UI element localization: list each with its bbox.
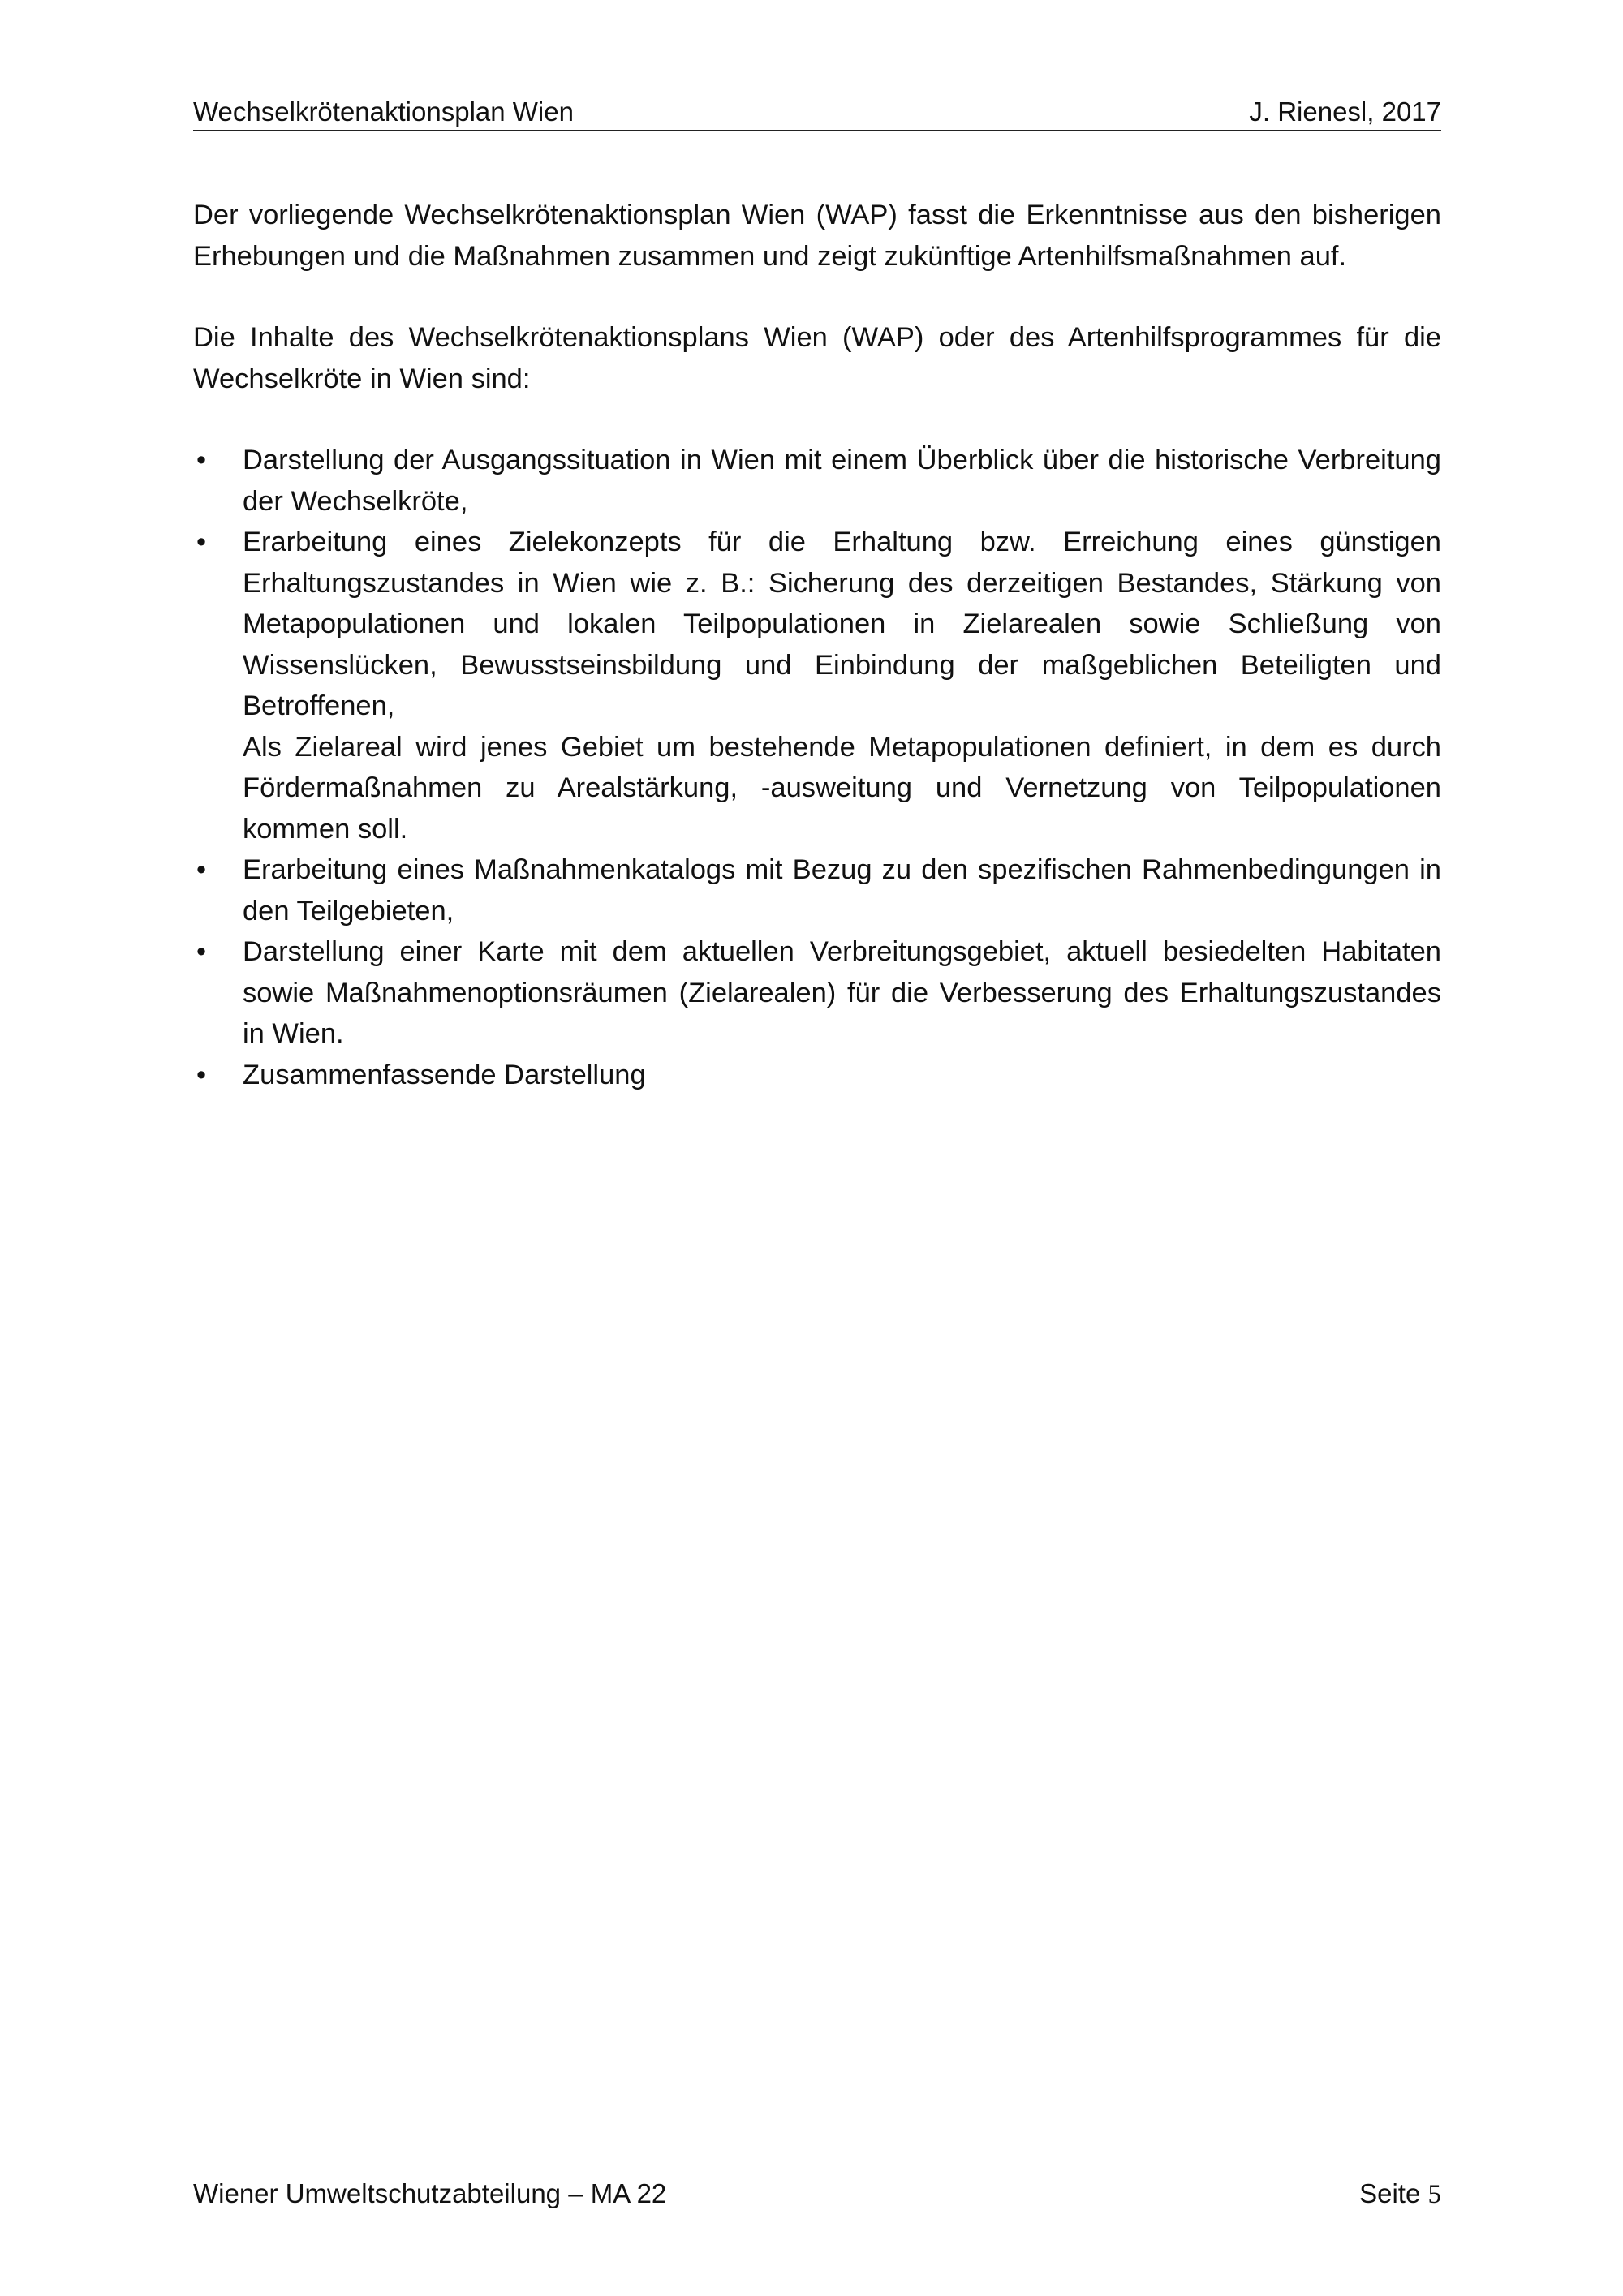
list-item [193,440,1441,522]
page-number-block [1359,2178,1441,2211]
list-item [193,849,1441,931]
bullet-icon: • [196,445,207,475]
bullet-icon: • [196,854,207,885]
contents-bullet-list [193,440,1441,1095]
list-item-note: Als Zielareal wird jenes Gebiet um bestehende Metapopulationen definiert, in dem es durch Fördermaßnahmen zu Arealstärkung, -ausweitung und Vernetzung von Teilpopulationen kommen soll. [243,731,1441,845]
list-item-text: Darstellung einer Karte mit dem aktuellen Verbreitungsgebiet, aktuell besiedelten Habitaten sowie Maßnahmenoptionsräumen (Zielarealen) für die Verbesserung des Erhaltungszustandes in Wien. [243,936,1441,1049]
page-label: Seite [1359,2178,1421,2208]
list-item [193,522,1441,849]
footer-organization: Wiener Umweltschutzabteilung – MA 22 [193,2178,667,2208]
bullet-icon: • [196,527,207,557]
bullet-icon: • [196,936,207,967]
main-content [193,195,1441,1095]
page-header [193,96,1441,131]
bullet-icon: • [196,1059,207,1090]
list-item [193,1055,1441,1096]
header-author-year: J. Rienesl, 2017 [1249,97,1441,127]
header-title: Wechselkrötenaktionsplan Wien [193,97,574,127]
contents-lead-paragraph: Die Inhalte des Wechselkrötenaktionsplans Wien (WAP) oder des Artenhilfsprogrammes für die Wechselkröte in Wien sind: [193,322,1441,394]
page-number: 5 [1427,2180,1441,2209]
intro-paragraph: Der vorliegende Wechselkrötenaktionsplan Wien (WAP) fasst die Erkenntnisse aus den bisherigen Erhebungen und die Maßnahmen zusammen und zeigt zukünftige Artenhilfsmaßnahmen auf. [193,200,1441,272]
list-item [193,931,1441,1055]
list-item-text: Darstellung der Ausgangssituation in Wien mit einem Überblick über die historische Verbreitung der Wechselkröte, [243,445,1441,517]
list-item-text: Erarbeitung eines Zielekonzepts für die Erhaltung bzw. Erreichung eines günstigen Erhaltungszustandes in Wien wie z. B.: Sicherung des derzeitigen Bestandes, Stärkung von Metapopulationen und lokalen Teilpopulationen in Zielarealen sowie Schließung von Wissenslücken, Bewusstseinsbildung und Einbindung der maßgeblichen Beteiligten und Betroffenen, [243,527,1441,721]
list-item-text: Erarbeitung eines Maßnahmenkatalogs mit Bezug zu den spezifischen Rahmenbedingungen in den Teilgebieten, [243,854,1441,927]
list-item-text: Zusammenfassende Darstellung [243,1059,646,1090]
